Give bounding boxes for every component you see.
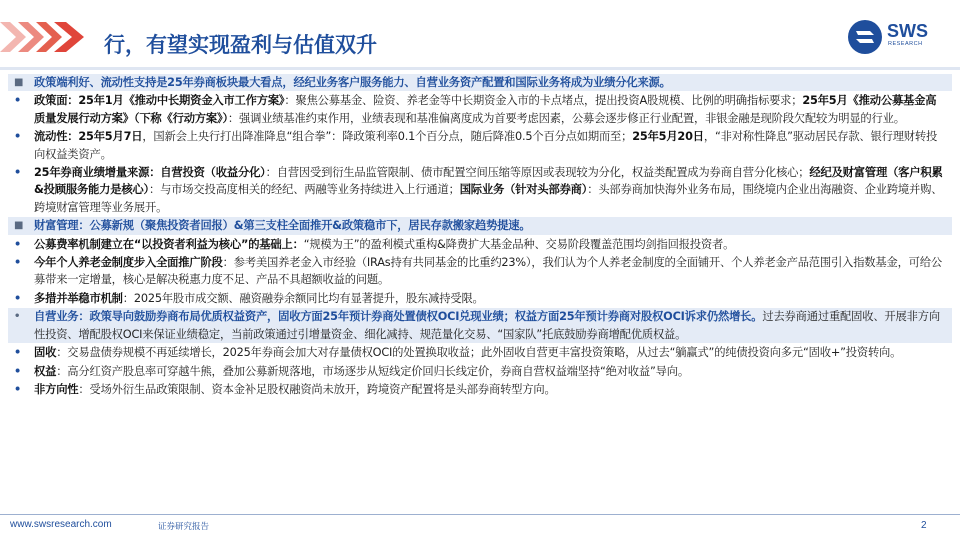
item-text: ，“非对称性降息”驱动居民存款、银行理财转投向权益类资产。: [34, 130, 938, 161]
footer-report-label: 证券研究报告: [158, 522, 210, 532]
slide-body: [8, 74, 952, 399]
item-label: 多措并举稳市机制: [34, 291, 123, 305]
section-heading-text: 政策端利好、流动性支持是25年券商板块最大看点，经纪业务客户服务能力、自营业务资产配置和国际业务将成为业绩分化来源。: [34, 76, 671, 89]
item-label: 国际业务（针对头部券商）: [459, 183, 588, 197]
list-item-policy: [8, 92, 952, 127]
item-text: ：受场外衍生品政策限制、资本金补足股权融资尚未放开，跨境资产配置将是头部券商转型方向。: [78, 382, 556, 396]
dot-bullet-icon: •: [14, 256, 22, 270]
item-label: 公募费率机制建立在“以投资者利益为核心”的基础上：: [34, 237, 304, 251]
item-label: 经纪及财富管理（客户积累&投顾服务能力是核心）: [34, 166, 943, 197]
list-item-earnings-sources: [8, 164, 952, 216]
item-text: ：与市场交投高度相关的经纪、两融等业务持续进入上行通道；: [148, 183, 460, 197]
dot-bullet-icon: •: [14, 130, 22, 144]
list-item-equity: [8, 363, 952, 380]
section-heading-wealth-management: [8, 217, 952, 234]
item-label: 非方向性: [34, 382, 79, 396]
list-item-fee-mechanism: [8, 236, 952, 253]
item-text: “规模为王”的盈利模式重构&降费扩大基金品种、交易阶段覆盖范围均剑指回报投资者。: [303, 237, 735, 251]
dot-bullet-icon: •: [14, 346, 22, 360]
dot-bullet-icon: •: [14, 94, 22, 108]
item-label: 流动性：25年5月7日: [34, 130, 143, 144]
section-heading-text: 自营业务：政策导向鼓励券商布局优质权益资产，固收方面25年预计券商处置债权OCI兑现业绩；权益方面25年预计券商对股权OCI诉求仍然增长。: [34, 310, 763, 324]
item-label: 25年5月20日: [632, 130, 704, 144]
page-number: 2: [921, 520, 927, 531]
item-label: 权益: [34, 364, 57, 378]
slide-header: [0, 0, 960, 70]
item-label: 25年券商业绩增量来源：自营投资（收益分化）: [34, 166, 266, 180]
square-bullet-icon: ■: [14, 220, 24, 232]
item-label: 政策面：25年1月《推动中长期资金入市工作方案》: [34, 94, 285, 108]
section-heading-investment-view: [8, 74, 952, 91]
item-text: ：交易盘债券规模不再延续增长，2025年券商会加大对存量债权OCI的处置换取收益；此外固收自营更丰富投资策略，从过去“躺赢式”的纯债投资向多元“固收+”投资转向。: [56, 346, 902, 360]
list-item-liquidity: [8, 128, 952, 163]
footer-website-link[interactable]: www.swsresearch.com: [10, 519, 112, 530]
item-text: 过去券商通过重配固收、开展非方向性投资、增配股权OCI来保证业绩稳定，当前政策通过引增量资金、细化减持、规范量化交易、“国家队”托底鼓励券商增配优质权益。: [34, 310, 940, 341]
item-text: ，国新会上央行打出降准降息“组合拳”：降政策利率0.1个百分点，随后降准0.5个百分点如期而至；: [142, 130, 633, 144]
item-text: ：强调业绩基准约束作用，业绩表现和基准偏离度成为首要考虑因素，公募会逐步修正行业配置，非银金融是现阶段欠配较为明显的行业。: [227, 111, 905, 125]
dot-bullet-icon: •: [14, 311, 21, 323]
list-item-fixed-income: [8, 344, 952, 361]
dot-bullet-icon: •: [14, 237, 22, 251]
dot-bullet-icon: •: [14, 291, 22, 305]
dot-bullet-icon: •: [14, 166, 22, 180]
item-text: ：2025年股市成交额、融资融券余额同比均有显著提升，股东减持受限。: [122, 291, 484, 305]
item-text: ：参考美国养老金入市经验（IRAs持有共同基金的比重约23%），我们认为个人养老金制度的全面铺开、个人养老金产品范围引入指数基金，可给公募带来一定增量，核心是解决税惠力度不足、产品不具超额收益的问题。: [34, 256, 942, 287]
item-label: 今年个人养老金制度步入全面推广阶段: [34, 256, 223, 270]
title-divider: [0, 67, 960, 70]
item-label: 固收: [34, 346, 57, 360]
page-title: 行，有望实现盈利与估值双升: [104, 33, 377, 57]
item-text: ：高分红资产股息率可穿越牛熊，叠加公募新规落地，市场逐步从短线定价回归长线定价，券商自营权益端坚持“绝对收益”导向。: [56, 364, 689, 378]
dot-bullet-icon: •: [14, 382, 22, 396]
list-item-pension: [8, 254, 952, 289]
footer-divider: [0, 514, 960, 515]
chevron-decoration-icon: [0, 14, 96, 60]
section-heading-text: 财富管理：公募新规（聚焦投资者回报）&第三支柱全面推开&政策稳市下，居民存款搬家趋势提速。: [34, 219, 531, 233]
dot-bullet-icon: •: [14, 364, 22, 378]
list-item-non-directional: [8, 381, 952, 398]
item-text: ：头部券商加快海外业务布局，围绕境内企业出海融资、企业跨境并购、跨境财富管理等业务展开。: [34, 183, 943, 214]
logo-subtitle: RESEARCH: [888, 41, 923, 47]
item-text: ：自营因受到衍生品监管限制、债市配置空间压缩等原因或表现较为分化，权益类配置成为券商自营分化核心；: [265, 166, 810, 180]
item-text: ：聚焦公募基金、险资、养老金等中长期资金入市的卡点堵点，提出投资A股规模、比例的明确指标要求；: [284, 94, 803, 108]
list-item-market-stability: [8, 290, 952, 307]
item-label: 25年5月《推动公募基金高质量发展行动方案》（下称《行动方案》）: [34, 94, 937, 125]
square-bullet-icon: ■: [14, 77, 24, 88]
logo-brand: SWS: [887, 21, 929, 41]
section-heading-proprietary: [8, 308, 952, 343]
